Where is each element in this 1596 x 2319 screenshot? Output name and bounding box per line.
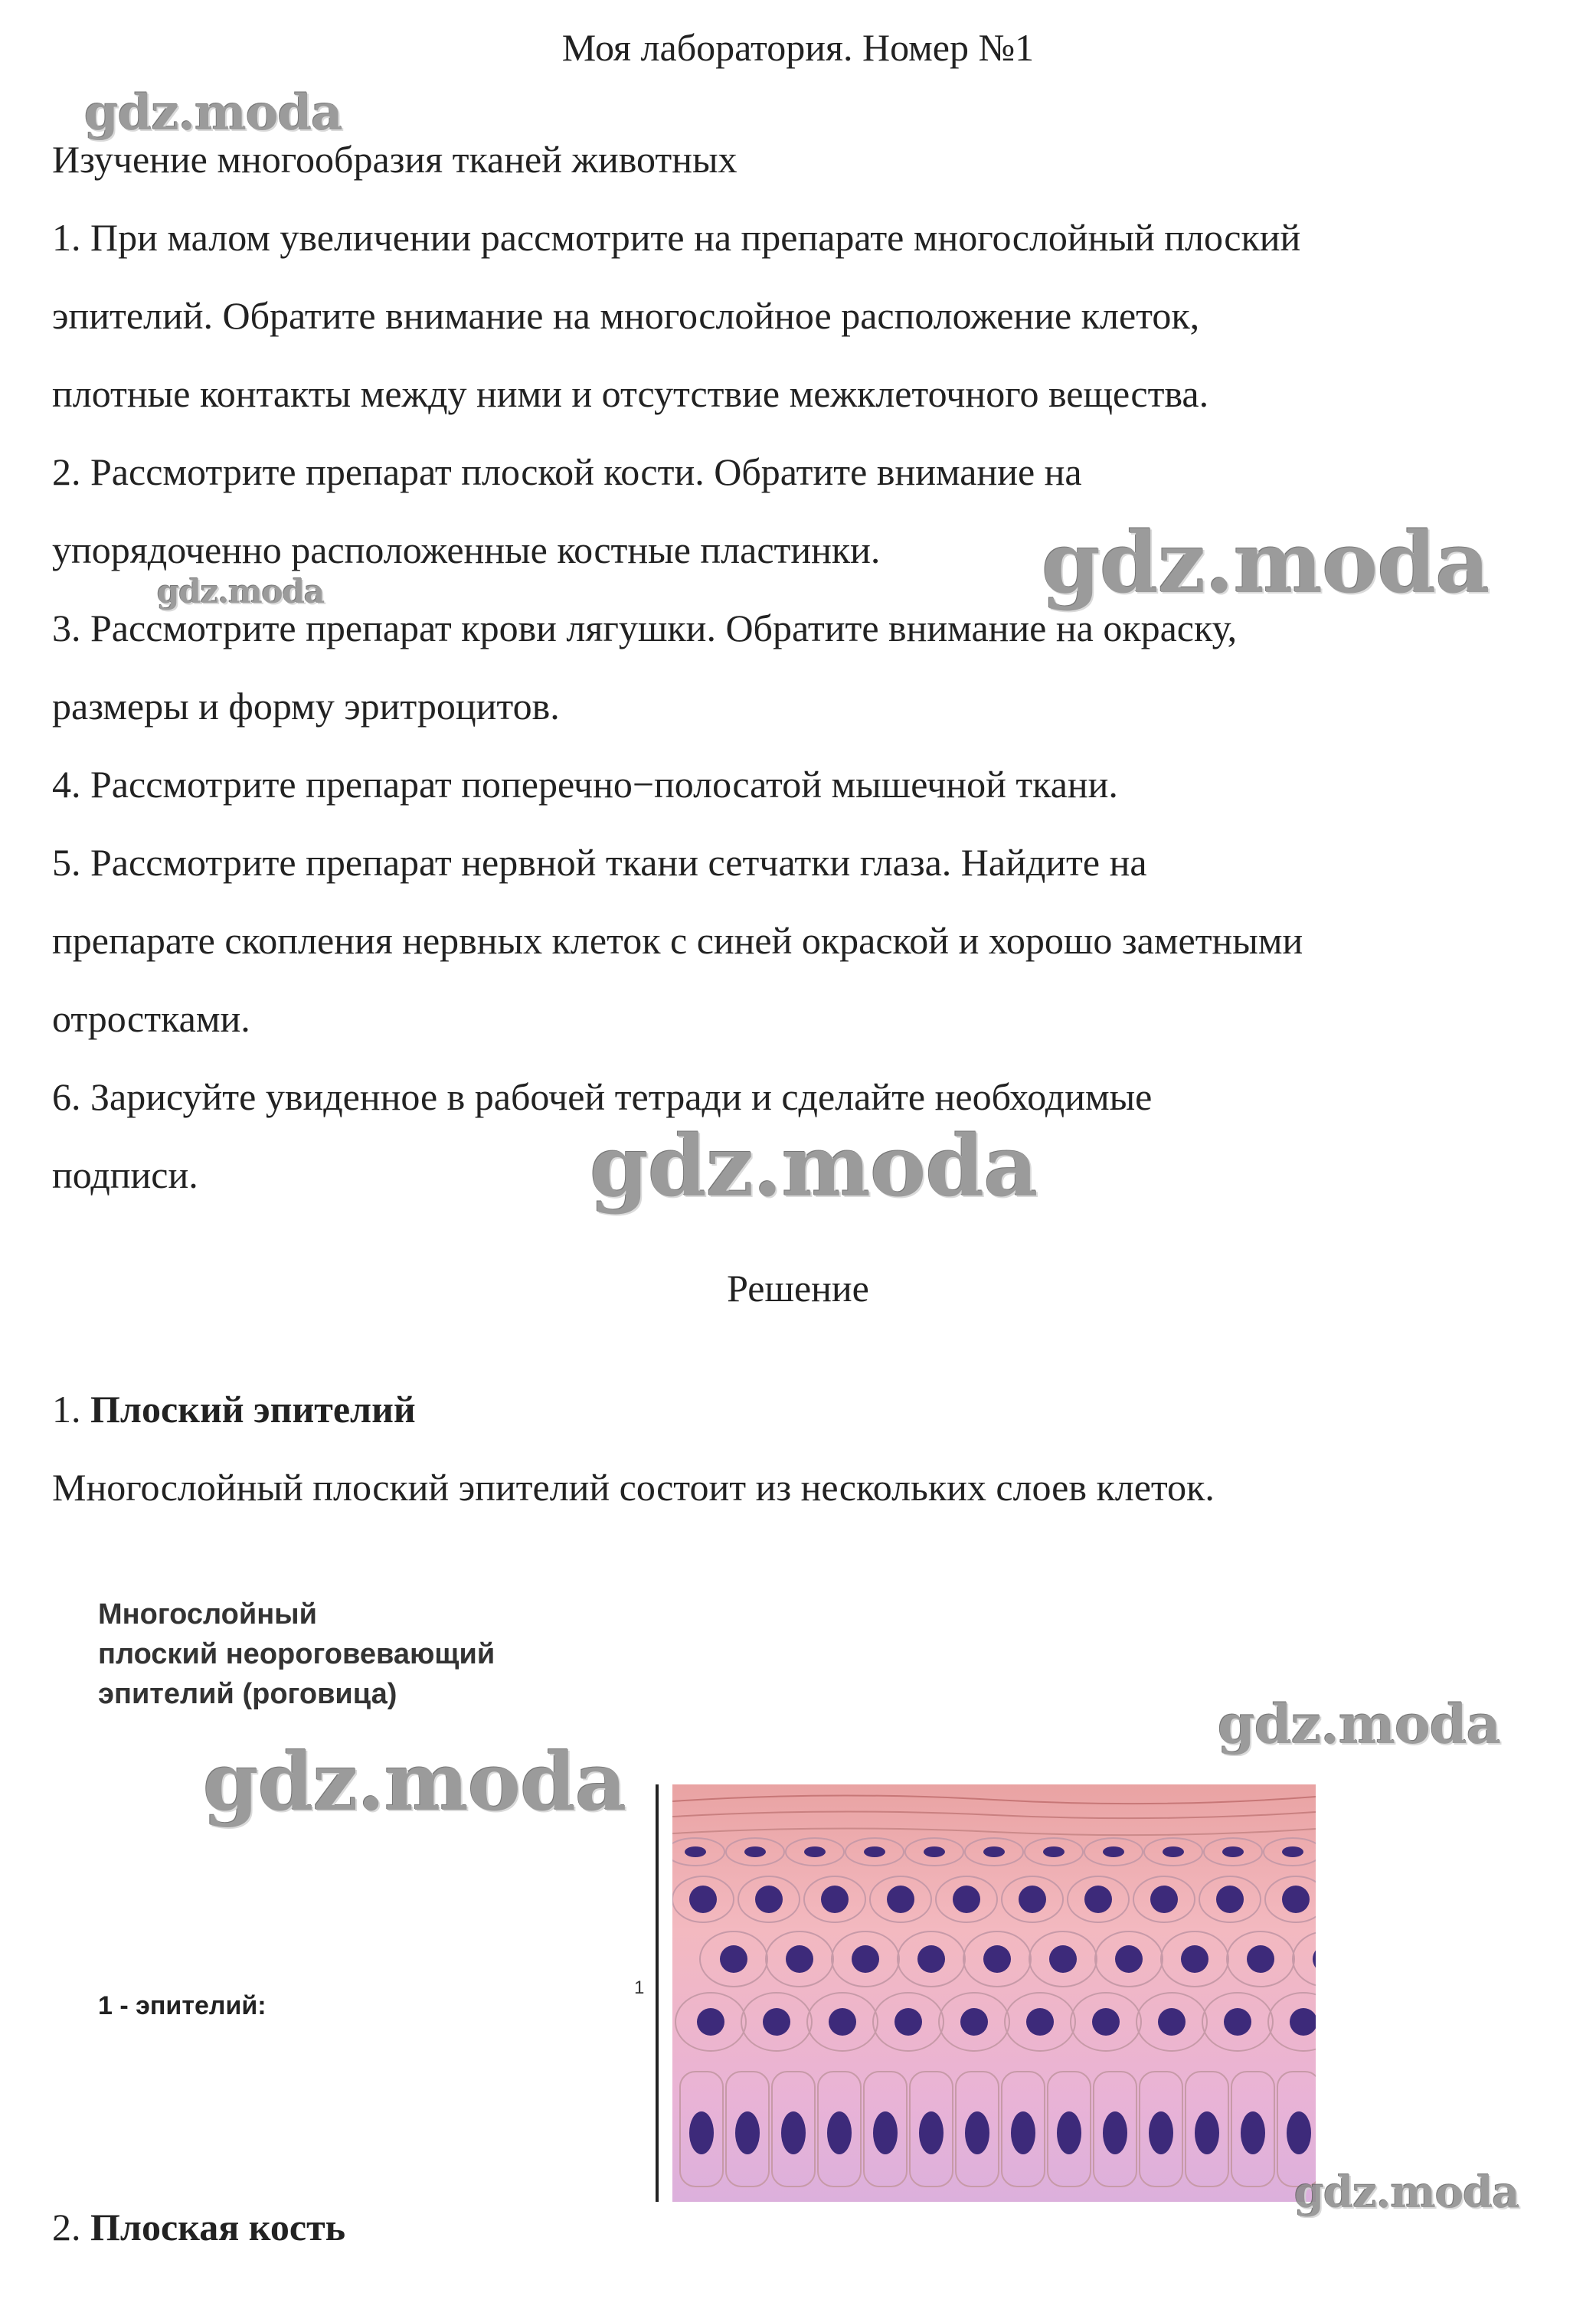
section-number: 2. bbox=[52, 2206, 81, 2249]
task-line: эпителий. Обратите внимание на многослойное расположение клеток, bbox=[52, 294, 1200, 337]
figure-caption-line: эпителий (роговица) bbox=[98, 1678, 397, 1710]
solution-heading: Решение bbox=[727, 1267, 869, 1310]
task-line: 5. Рассмотрите препарат нервной ткани сетчатки глаза. Найдите на bbox=[52, 841, 1147, 884]
task-line: 6. Зарисуйте увиденное в рабочей тетради и сделайте необходимые bbox=[52, 1075, 1153, 1118]
task-line: 3. Рассмотрите препарат крови лягушки. Обратите внимание на окраску, bbox=[52, 607, 1238, 649]
task-line: 2. Рассмотрите препарат плоской кости. Обратите внимание на bbox=[52, 450, 1082, 493]
task-line: подписи. bbox=[52, 1153, 198, 1196]
task-line: отростками. bbox=[52, 997, 250, 1040]
figure-caption-line: Многослойный bbox=[98, 1598, 317, 1630]
section-heading bbox=[52, 1385, 416, 1434]
section-title: Плоская кость bbox=[90, 2206, 346, 2249]
section-number: 1. bbox=[52, 1388, 81, 1431]
task-line: плотные контакты между ними и отсутствие межклеточного вещества. bbox=[52, 372, 1209, 415]
task-line: упорядоченно расположенные костные пластинки. bbox=[52, 528, 881, 571]
figure-caption-line: плоский неороговевающий bbox=[98, 1638, 495, 1670]
task-line: препарате скопления нервных клеток с синей окраской и хорошо заметными bbox=[52, 919, 1303, 962]
figure-caption bbox=[98, 1595, 495, 1714]
watermark: gdz.moda bbox=[203, 1735, 626, 1829]
task-line: размеры и форму эритроцитов. bbox=[52, 685, 560, 728]
section-title: Плоский эпителий bbox=[90, 1388, 416, 1431]
watermark: gdz.moda bbox=[590, 1117, 1038, 1215]
figure-bracket bbox=[656, 1784, 659, 2202]
page-subtitle: Изучение многообразия тканей животных bbox=[52, 138, 737, 181]
page-title: Моя лаборатория. Номер №1 bbox=[561, 26, 1035, 69]
epithelium-illustration bbox=[672, 1784, 1316, 2202]
section-text: Многослойный плоский эпителий состоит из нескольких слоев клеток. bbox=[52, 1466, 1215, 1509]
watermark: gdz.moda bbox=[84, 84, 342, 142]
watermark: gdz.moda bbox=[1294, 2167, 1519, 2218]
task-line: 4. Рассмотрите препарат поперечно−полосатой мышечной ткани. bbox=[52, 763, 1118, 806]
figure-label: 1 - эпителий: bbox=[98, 1991, 267, 2020]
watermark: gdz.moda bbox=[157, 573, 325, 610]
watermark: gdz.moda bbox=[1218, 1693, 1501, 1756]
watermark: gdz.moda bbox=[1042, 513, 1490, 612]
figure-bracket-number: 1 bbox=[634, 1977, 645, 1998]
section-heading bbox=[52, 2203, 345, 2252]
task-line: 1. При малом увеличении рассмотрите на препарате многослойный плоский bbox=[52, 216, 1301, 259]
